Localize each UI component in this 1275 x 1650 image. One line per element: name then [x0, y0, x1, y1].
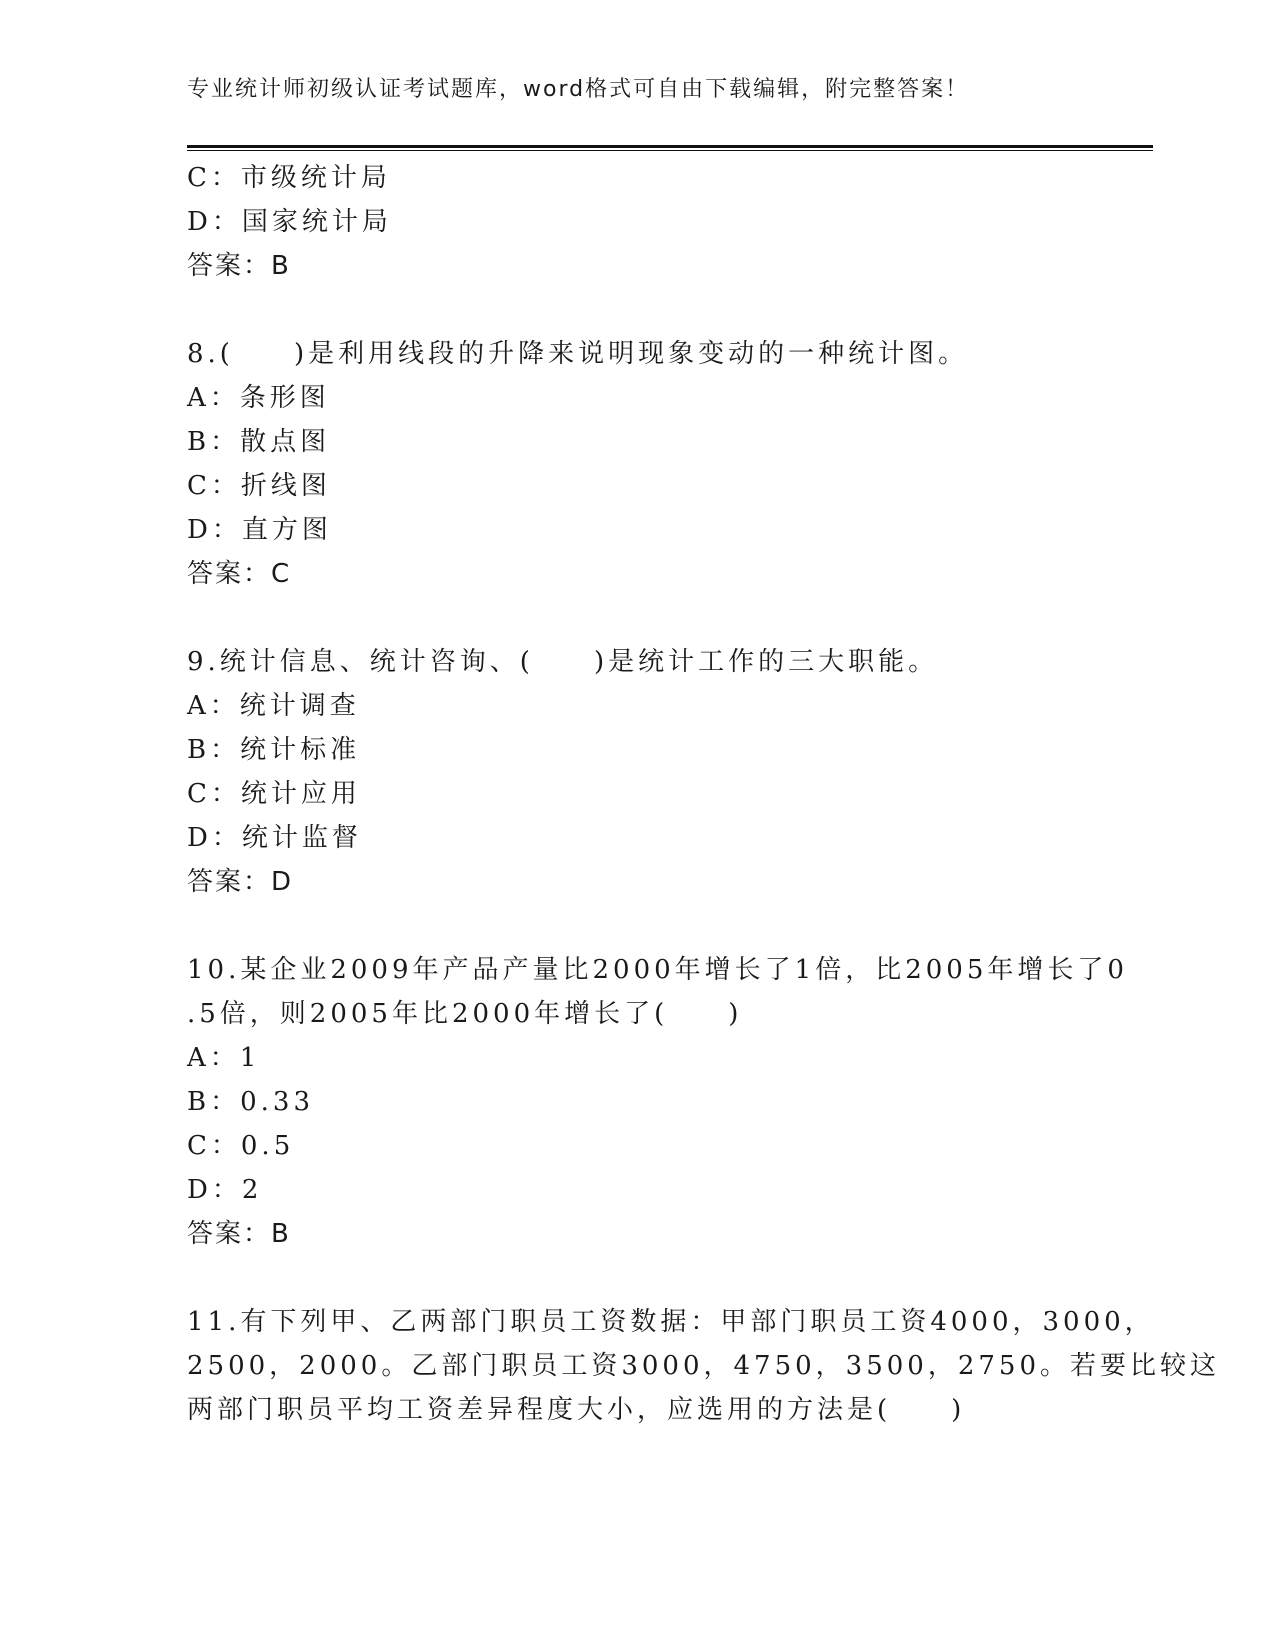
q10-option-c: C：0.5 — [187, 1131, 295, 1161]
q9-option-a: A：统计调查 — [187, 691, 360, 721]
q9-option-d: D：统计监督 — [187, 823, 362, 853]
q9-option-b: B：统计标准 — [187, 735, 361, 765]
q11-stem-line3: 两部门职员平均工资差异程度大小，应选用的方法是( ) — [187, 1395, 966, 1425]
q11-stem-line1: 11.有下列甲、乙两部门职员工资数据：甲部门职员工资4000，3000， — [187, 1307, 1155, 1337]
q10-option-b: B：0.33 — [187, 1087, 314, 1117]
q9-option-c: C：统计应用 — [187, 779, 361, 809]
q11-stem-line2: 2500，2000。乙部门职员工资3000，4750，3500，2750。若要比较这 — [187, 1351, 1221, 1381]
q10-stem-line2: .5倍，则2005年比2000年增长了( ) — [187, 999, 743, 1029]
q9-answer: 答案：D — [187, 867, 294, 897]
q10-answer: 答案：B — [187, 1219, 291, 1249]
q7-answer: 答案：B — [187, 251, 291, 281]
q8-answer: 答案：C — [187, 559, 292, 589]
q7-option-c: C：市级统计局 — [187, 163, 391, 193]
q10-option-a: A：1 — [187, 1043, 261, 1073]
q9-stem: 9.统计信息、统计咨询、( )是统计工作的三大职能。 — [187, 647, 939, 677]
q7-option-d: D：国家统计局 — [187, 207, 392, 237]
header-rule-thick — [187, 145, 1153, 148]
q10-stem-line1: 10.某企业2009年产品产量比2000年增长了1倍，比2005年增长了0 — [187, 955, 1128, 985]
header-rule-thin — [187, 150, 1153, 151]
q8-option-b: B：散点图 — [187, 427, 331, 457]
q8-option-a: A：条形图 — [187, 383, 330, 413]
header-title: 专业统计师初级认证考试题库，word格式可自由下载编辑，附完整答案！ — [187, 77, 970, 102]
q8-option-c: C：折线图 — [187, 471, 331, 501]
q8-stem: 8.( )是利用线段的升降来说明现象变动的一种统计图。 — [187, 339, 969, 369]
q8-option-d: D：直方图 — [187, 515, 332, 545]
q10-option-d: D：2 — [187, 1175, 263, 1205]
